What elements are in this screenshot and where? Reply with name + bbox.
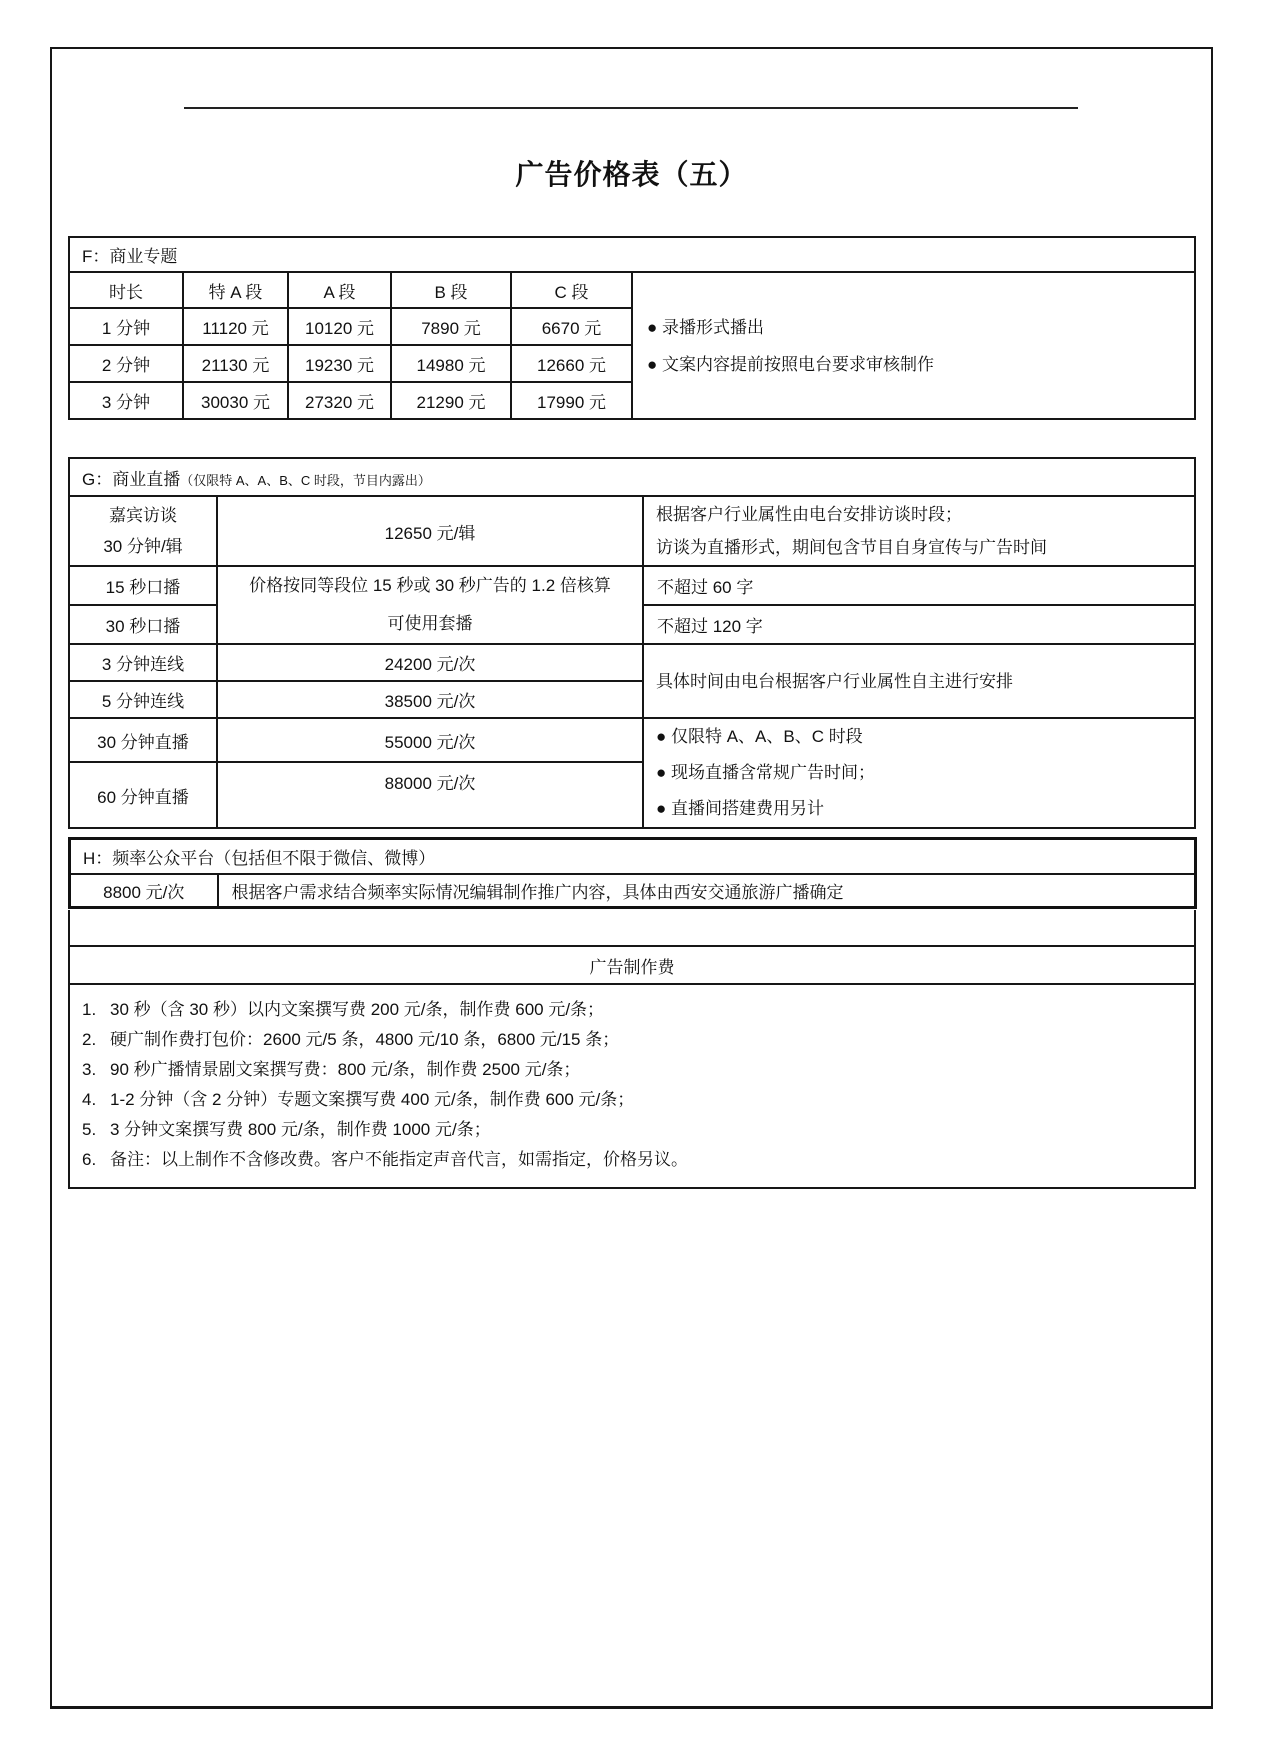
list-item [78,1115,1180,1145]
item-text: 90 秒广播情景剧文案撰写费：800 元/条，制作费 2500 元/条； [110,1060,581,1079]
price-cell: 24200 元/次 [217,644,643,681]
g-live-notes-cell [643,718,1195,828]
list-item [78,1025,1180,1055]
item-text: 1-2 分钟（含 2 分钟）专题文案撰写费 400 元/条，制作费 600 元/条； [110,1090,635,1109]
item-number: 3. [82,1060,97,1079]
price-cell: 12650 元/辑 [217,496,643,566]
f-notes-cell [632,272,1195,419]
table-g-live-broadcast [68,457,1196,829]
item-number: 5. [82,1120,97,1139]
list-item [78,1145,1180,1175]
g-merged-price-1: 价格按同等段位 15 秒或 30 秒广告的 1.2 倍核算 [249,576,611,595]
g-merged-price-2: 可使用套播 [387,614,473,633]
item-number: 1. [82,1000,97,1019]
price-cell: 88000 元/次 [217,762,643,828]
f-note-line: ● 文案内容提前按照电台要求审核制作 [647,354,934,374]
table-row [69,566,1195,605]
g-guest-note-1: 根据客户行业属性由电台安排访谈时段； [656,505,962,524]
header-rule [184,107,1078,109]
page-frame [50,47,1213,1709]
page-title: 广告价格表（五） [515,159,748,190]
list-item [78,995,1180,1025]
item-number: 2. [82,1030,97,1049]
g-item-label: 5 分钟连线 [69,681,217,718]
price-cell: 17990 元 [511,382,632,419]
f-col-c: C 段 [511,272,632,308]
price-cell: 6670 元 [511,308,632,345]
h-note-cell: 根据客户需求结合频率实际情况编辑制作推广内容，具体由西安交通旅游广播确定 [218,874,1196,907]
price-cell: 19230 元 [288,345,391,382]
price-cell: 21130 元 [183,345,288,382]
f-section-header: F：商业专题 [69,237,1195,272]
price-cell: 55000 元/次 [217,718,643,762]
g-note-cell: 不超过 60 字 [643,566,1195,605]
item-text: 3 分钟文案撰写费 800 元/条，制作费 1000 元/条； [110,1120,491,1139]
spacer-row [69,910,1195,946]
g-item-label: 30 秒口播 [69,605,217,644]
price-cell: 38500 元/次 [217,681,643,718]
item-number: 6. [82,1150,97,1169]
item-text: 30 秒（含 30 秒）以内文案撰写费 200 元/条，制作费 600 元/条； [110,1000,605,1019]
f-duration: 1 分钟 [69,308,183,345]
table-row [69,496,1195,566]
table-row [69,644,1195,681]
g-guest-label-1: 嘉宾访谈 [109,506,177,525]
item-number: 4. [82,1090,97,1109]
g-guest-note-2: 访谈为直播形式，期间包含节目自身宣传与广告时间 [656,538,1047,557]
production-items-cell [69,984,1195,1188]
table-h-public-platform [68,837,1197,909]
spacer-cell [69,910,1195,946]
production-fee-header: 广告制作费 [69,946,1195,984]
price-cell: 21290 元 [391,382,511,419]
g-note-cell: 不超过 120 字 [643,605,1195,644]
item-text: 备注：以上制作不含修改费。客户不能指定声音代言，如需指定，价格另议。 [110,1150,688,1169]
price-cell: 14980 元 [391,345,511,382]
price-cell: 30030 元 [183,382,288,419]
g-live-note-line: ● 现场直播含常规广告时间； [656,763,875,782]
g-section-header [69,458,1195,496]
f-duration: 2 分钟 [69,345,183,382]
f-col-special-a: 特 A 段 [183,272,288,308]
g-header-main: G：商业直播 [82,469,181,489]
table-f-business-topics [68,236,1196,420]
g-item-label: 60 分钟直播 [69,762,217,828]
g-item-label: 15 秒口播 [69,566,217,605]
g-live-note-line: ● 直播间搭建费用另计 [656,799,824,818]
f-col-b: B 段 [391,272,511,308]
f-duration: 3 分钟 [69,382,183,419]
list-item [78,1055,1180,1085]
table-row [70,874,1196,907]
price-cell: 11120 元 [183,308,288,345]
g-item-label [69,496,217,566]
g-live-note-line: ● 仅限特 A、A、B、C 时段 [656,727,863,746]
price-cell: 12660 元 [511,345,632,382]
price-cell: 10120 元 [288,308,391,345]
list-item [78,1085,1180,1115]
f-col-a: A 段 [288,272,391,308]
f-col-duration: 时长 [69,272,183,308]
f-note-line: ● 录播形式播出 [647,317,764,337]
g-item-label: 30 分钟直播 [69,718,217,762]
g-guest-label-2: 30 分钟/辑 [103,537,183,556]
item-text: 硬广制作费打包价：2600 元/5 条，4800 元/10 条，6800 元/15 条； [110,1030,620,1049]
g-item-label: 3 分钟连线 [69,644,217,681]
g-merged-price-cell [217,566,643,644]
g-schedule-note-cell: 具体时间由电台根据客户行业属性自主进行安排 [643,644,1195,718]
production-fee-table [68,910,1196,1189]
table-row [69,718,1195,762]
price-cell: 8800 元/次 [70,874,218,907]
price-cell: 27320 元 [288,382,391,419]
price-cell: 7890 元 [391,308,511,345]
h-section-header: H：频率公众平台（包括但不限于微信、微博） [70,839,1196,875]
g-note-cell [643,496,1195,566]
g-header-sub: （仅限特 A、A、B、C 时段，节目内露出） [180,472,431,488]
